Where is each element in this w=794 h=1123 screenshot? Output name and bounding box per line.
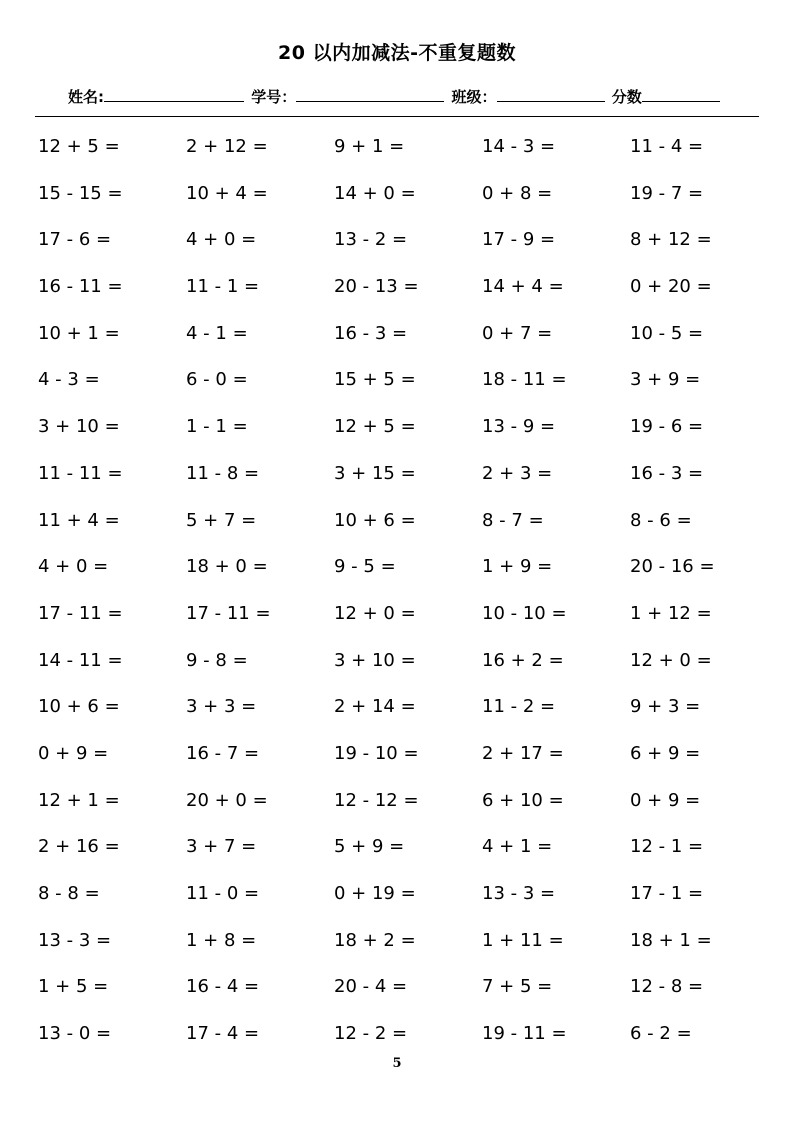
- math-problem: 4 + 1 =: [482, 836, 553, 858]
- math-problem: 17 - 4 =: [186, 1023, 260, 1045]
- math-problem: 12 + 5 =: [334, 416, 416, 438]
- math-problem: 14 - 3 =: [482, 136, 556, 157]
- math-problem: 6 - 0 =: [186, 369, 248, 391]
- math-problem: 5 + 9 =: [334, 836, 405, 858]
- math-problem: 20 - 4 =: [334, 976, 408, 998]
- math-problem: 4 + 0 =: [38, 556, 109, 578]
- problem-row: [38, 132, 778, 179]
- math-problem: 12 + 1 =: [38, 789, 120, 811]
- math-problem: 15 - 15 =: [38, 182, 123, 204]
- math-problem: 6 + 9 =: [630, 742, 701, 764]
- math-problem: 0 + 7 =: [482, 322, 553, 344]
- math-problem: 12 - 2 =: [334, 1023, 408, 1045]
- math-problem: 9 - 8 =: [186, 649, 248, 671]
- problem-row: [38, 365, 778, 412]
- problem-row: [38, 646, 778, 693]
- math-problem: 2 + 17 =: [482, 742, 564, 764]
- math-problem: 1 + 5 =: [38, 976, 109, 998]
- math-problem: 16 - 4 =: [186, 976, 260, 998]
- math-problem: 20 - 13 =: [334, 276, 419, 298]
- math-problem: 3 + 9 =: [630, 369, 701, 391]
- math-problem: 13 - 3 =: [482, 883, 556, 904]
- math-problem: 17 - 1 =: [630, 883, 704, 904]
- math-problem: 19 - 6 =: [630, 416, 704, 438]
- math-problem: 13 - 2 =: [334, 229, 408, 251]
- math-problem: 18 + 1 =: [630, 929, 712, 951]
- math-problem: 3 + 7 =: [186, 836, 257, 858]
- math-problem: 17 - 11 =: [38, 602, 123, 624]
- math-problem: 12 - 1 =: [630, 836, 704, 858]
- problem-row: [38, 459, 778, 506]
- math-problem: 20 + 0 =: [186, 789, 268, 811]
- math-problem: 3 + 3 =: [186, 696, 257, 718]
- math-problem: 14 - 11 =: [38, 649, 123, 671]
- math-problem: 11 - 4 =: [630, 136, 704, 157]
- math-problem: 12 + 0 =: [334, 602, 416, 624]
- math-problem: 16 - 3 =: [334, 322, 408, 344]
- math-problem: 1 - 1 =: [186, 416, 248, 438]
- math-problem: 0 + 19 =: [334, 883, 416, 904]
- math-problem: 10 + 1 =: [38, 322, 120, 344]
- problem-row: [38, 412, 778, 459]
- math-problem: 12 - 12 =: [334, 789, 419, 811]
- math-problem: 3 + 10 =: [334, 649, 416, 671]
- math-problem: 18 - 11 =: [482, 369, 567, 391]
- header-divider: [35, 116, 759, 117]
- math-problem: 11 - 8 =: [186, 462, 260, 484]
- math-problem: 16 - 7 =: [186, 742, 260, 764]
- math-problem: 19 - 11 =: [482, 1023, 567, 1045]
- problem-row: [38, 926, 778, 973]
- math-problem: 2 + 3 =: [482, 462, 553, 484]
- math-problem: 11 - 0 =: [186, 883, 260, 904]
- math-problem: 11 - 11 =: [38, 462, 123, 484]
- math-problem: 10 + 4 =: [186, 182, 268, 204]
- name-label: 姓名:: [68, 88, 104, 106]
- math-problem: 12 + 0 =: [630, 649, 712, 671]
- math-problem: 12 - 8 =: [630, 976, 704, 998]
- problem-row: [38, 552, 778, 599]
- math-problem: 4 - 3 =: [38, 369, 100, 391]
- math-problem: 19 - 7 =: [630, 182, 704, 204]
- math-problem: 1 + 9 =: [482, 556, 553, 578]
- math-problem: 2 + 14 =: [334, 696, 416, 718]
- score-blank[interactable]: [642, 87, 720, 102]
- math-problem: 10 - 10 =: [482, 602, 567, 624]
- math-problem: 10 + 6 =: [334, 509, 416, 531]
- math-problem: 0 + 8 =: [482, 182, 553, 204]
- math-problem: 8 - 8 =: [38, 883, 100, 904]
- score-label: 分数: [611, 88, 642, 106]
- math-problem: 0 + 9 =: [630, 789, 701, 811]
- page-title: 20 以内加减法-不重复题数: [278, 42, 516, 64]
- problem-row: [38, 319, 778, 366]
- math-problem: 17 - 6 =: [38, 229, 112, 251]
- problem-row: [38, 972, 778, 1019]
- math-problem: 16 - 11 =: [38, 276, 123, 298]
- problem-row: [38, 599, 778, 646]
- math-problem: 11 + 4 =: [38, 509, 120, 531]
- math-problem: 15 + 5 =: [334, 369, 416, 391]
- math-problem: 13 - 3 =: [38, 929, 112, 951]
- math-problem: 8 - 6 =: [630, 509, 692, 531]
- page-number: 5: [392, 1056, 402, 1071]
- math-problem: 0 + 9 =: [38, 742, 109, 764]
- math-problem: 12 + 5 =: [38, 136, 120, 157]
- problem-row: [38, 692, 778, 739]
- math-problem: 13 - 9 =: [482, 416, 556, 438]
- math-problem: 10 + 6 =: [38, 696, 120, 718]
- math-problem: 10 - 5 =: [630, 322, 704, 344]
- math-problem: 2 + 16 =: [38, 836, 120, 858]
- math-problem: 11 - 1 =: [186, 276, 260, 298]
- math-problem: 14 + 4 =: [482, 276, 564, 298]
- math-problem: 11 - 2 =: [482, 696, 556, 718]
- student-info-line: [68, 86, 722, 107]
- math-problem: 7 + 5 =: [482, 976, 553, 998]
- math-problem: 1 + 8 =: [186, 929, 257, 951]
- problem-row: [38, 225, 778, 272]
- math-problem: 18 + 2 =: [334, 929, 416, 951]
- math-problem: 3 + 10 =: [38, 416, 120, 438]
- name-blank[interactable]: [104, 87, 244, 102]
- math-problem: 13 - 0 =: [38, 1023, 112, 1045]
- math-problem: 18 + 0 =: [186, 556, 268, 578]
- math-problem: 0 + 20 =: [630, 276, 712, 298]
- math-problem: 6 + 10 =: [482, 789, 564, 811]
- class-blank[interactable]: [497, 87, 605, 102]
- math-problem: 9 + 1 =: [334, 136, 405, 157]
- math-problem: 8 - 7 =: [482, 509, 544, 531]
- math-problem: 6 - 2 =: [630, 1023, 692, 1045]
- problem-row: [38, 179, 778, 226]
- problem-row: [38, 739, 778, 786]
- math-problem: 2 + 12 =: [186, 136, 268, 157]
- student-id-blank[interactable]: [296, 87, 444, 102]
- problem-row: [38, 272, 778, 319]
- math-problem: 17 - 11 =: [186, 602, 271, 624]
- problem-row: [38, 879, 778, 926]
- math-problem: 16 + 2 =: [482, 649, 564, 671]
- math-problem: 5 + 7 =: [186, 509, 257, 531]
- math-problem: 16 - 3 =: [630, 462, 704, 484]
- math-problem: 14 + 0 =: [334, 182, 416, 204]
- math-problem: 4 - 1 =: [186, 322, 248, 344]
- problem-grid: [38, 132, 778, 1066]
- problem-row: [38, 786, 778, 833]
- problem-row: [38, 506, 778, 553]
- math-problem: 8 + 12 =: [630, 229, 712, 251]
- math-problem: 17 - 9 =: [482, 229, 556, 251]
- class-label: 班级：: [451, 88, 497, 106]
- math-problem: 20 - 16 =: [630, 556, 715, 578]
- student-id-label: 学号：: [251, 88, 297, 106]
- math-problem: 1 + 12 =: [630, 602, 712, 624]
- math-problem: 9 - 5 =: [334, 556, 396, 578]
- math-problem: 1 + 11 =: [482, 929, 564, 951]
- math-problem: 19 - 10 =: [334, 742, 419, 764]
- math-problem: 9 + 3 =: [630, 696, 701, 718]
- math-problem: 3 + 15 =: [334, 462, 416, 484]
- problem-row: [38, 832, 778, 879]
- math-problem: 4 + 0 =: [186, 229, 257, 251]
